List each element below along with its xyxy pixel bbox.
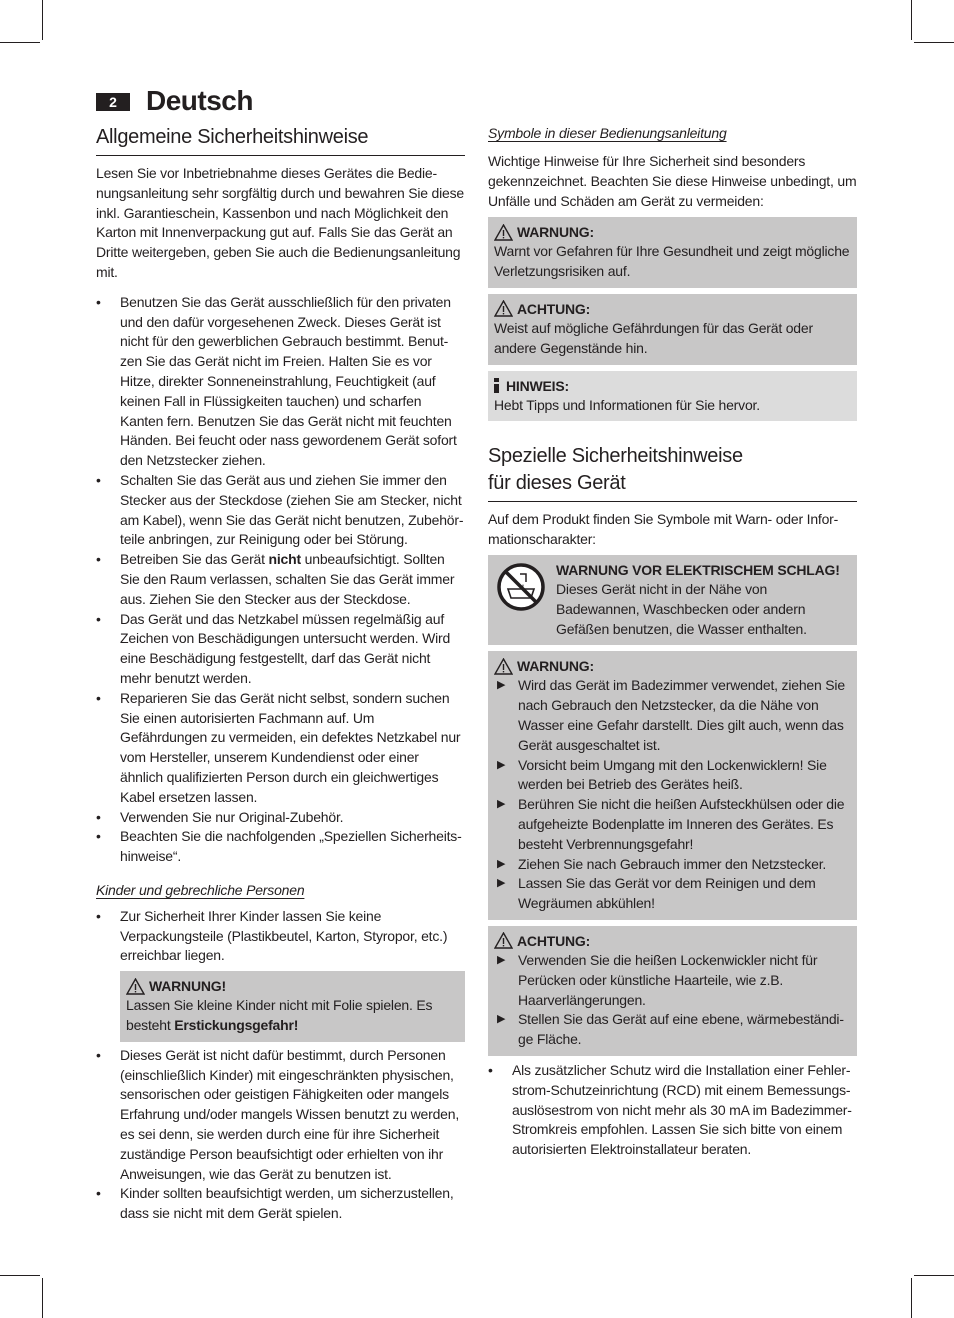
list-item: • Schalten Sie das Gerät aus und ziehen Sie immer den Stecker aus der Steckdose (ziehen Sie am Stecker, nicht am Kabel), wenn Sie das Gerät nicht benutzen, Zubehörteile anbringen, zur Reinigung oder bei Störung. [96,471,465,550]
symbols-subheading: Symbole in dieser Bedienungsanleitung [488,125,727,141]
box-title [494,222,851,242]
box-title-text: ACHTUNG: [517,300,591,317]
crop-mark [0,42,40,43]
list-item [96,550,465,609]
heading-line: für dieses Gerät [488,472,626,495]
kids-list-2 [96,1046,465,1224]
right-column [488,124,857,1160]
crop-mark [911,0,912,40]
box-text-part: Lassen Sie kleine Kinder nicht mit Folie spielen. Es besteht [126,997,433,1034]
warning-triangle-icon [494,224,513,241]
crop-mark [42,1278,43,1318]
list-item: ▶ Ziehen Sie nach Gebrauch immer den Netzstecker. [488,855,851,875]
emphasis: nicht [268,551,301,568]
emphasis: Erstickungsgefahr! [174,1017,299,1034]
box-text: Hebt Tipps und Informationen für Sie hervor. [494,396,760,413]
box-title [126,976,459,996]
rcd-list [488,1061,857,1160]
crop-mark [0,1275,40,1276]
warning-triangle-icon [494,300,513,317]
box-title: WARNUNG VOR ELEKTRISCHEM SCHLAG! [556,561,840,578]
box-text [126,996,459,1036]
left-column [96,124,465,1224]
list-item: ▶ Berühren Sie nicht die heißen Aufsteckhülsen oder die aufgeheizte Bodenplatte im Inneren des Gerätes. Es besteht Verbrennungsgefahr! [488,795,851,854]
warning-box-2 [488,651,857,920]
list-item: ▶ Lassen Sie das Gerät vor dem Reinigen und dem Wegräumen abkühlen! [488,874,851,914]
caution-symbol-box [488,294,857,365]
box-title-text: WARNUNG: [517,224,594,241]
crop-mark [914,42,954,43]
special-intro: Auf dem Produkt finden Sie Symbole mit Warn- oder Informationscharakter: [488,511,839,548]
warning-triangle-icon [126,978,145,995]
page-number: 2 [96,93,130,111]
box-text: Dieses Gerät nicht in der Nähe von Badewannen, Waschbecken oder andern Gefäßen benutzen, die Wasser enthalten. [556,580,807,637]
list-item: ▶ Vorsicht beim Umgang mit den Lockenwicklern! Sie werden bei Betrieb des Gerätes heiß. [488,756,851,796]
heading-line: Spezielle Sicherheitshinweise [488,445,743,468]
kids-list [96,907,465,966]
symbols-intro: Wichtige Hinweise für Ihre Sicherheit sind besonders gekennzeichnet. Beachten Sie diese Hinweise unbedingt, um Unfälle und Schäden am Gerät zu vermeiden: [488,153,857,209]
caution-list [488,951,851,1050]
crop-mark [914,1275,954,1276]
list-item: ▶ Stellen Sie das Gerät auf eine ebene, wärmebeständige Fläche. [488,1010,851,1050]
list-item: • Beachten Sie die nachfolgenden „Speziellen Sicherheitshinweise“. [96,827,465,867]
warning-symbol-box [488,217,857,288]
box-title [494,376,851,396]
info-icon [494,378,499,393]
box-title [494,656,851,676]
shock-text-block [556,560,851,639]
box-title-text: HINWEIS: [506,377,569,394]
caution-box-2 [488,926,857,1056]
box-title-text: WARNUNG! [149,978,226,995]
list-item: ▶ Verwenden Sie die heißen Lockenwickler nicht für Perücken oder künstliche Haarteile, wie z.B. Haarverlängerungen. [488,951,851,1010]
shock-content [494,560,851,639]
list-item: • Das Gerät und das Netzkabel müssen regelmäßig auf Zeichen von Beschädigungen untersucht werden. Wird eine Beschädigung festgestellt, darf das Gerät nicht mehr benutzt werden. [96,610,465,689]
kids-subheading: Kinder und gebrechliche Personen [96,881,305,898]
list-item: • Dieses Gerät ist nicht dafür bestimmt, durch Personen (einschließlich Kinder) mit eingeschränkten physischen, sensorischen oder geistigen Fähigkeiten oder mangels Erfahrung und/oder mangels Wissen benutzt zu werden, es sei denn, sie werden durch eine für ihre Sicherheit zuständige Person beaufsichtigt oder erhielten von ihr Anweisungen, wie das Gerät zu benutzen ist. [96,1046,465,1185]
box-title-text: ACHTUNG: [517,932,591,949]
no-water-icon [496,562,546,612]
box-title [494,299,851,319]
language-title: Deutsch [146,85,253,116]
box-title [494,931,851,951]
box-text: Weist auf mögliche Gefährdungen für das Gerät oder andere Gegenstände hin. [494,319,813,356]
list-item: • Verwenden Sie nur Original-Zubehör. [96,808,465,828]
list-item: • Benutzen Sie das Gerät ausschließlich für den privaten und den dafür vorgesehenen Zweck. Dieses Gerät ist nicht für den gewerblichen Gebrauch bestimmt. Benutzen Sie das Gerät nicht im Freien. Halten Sie es vor Hitze, direkter Sonneneinstrahlung, Feuchtigkeit (auf keinen Fall in Flüssigkeiten tauchen) und scharfen Kanten fern. Benutzen Sie das Gerät nicht mit feuchten Händen. Bei feucht oder nass gewordenem Gerät sofort den Netzstecker ziehen. [96,293,465,471]
list-item: • Zur Sicherheit Ihrer Kinder lassen Sie keine Verpackungsteile (Plastikbeutel, Karton, Styropor, etc.) erreichbar liegen. [96,907,465,966]
crop-mark [911,1278,912,1318]
section-heading-special [488,443,857,502]
list-item: • Als zusätzlicher Schutz wird die Installation einer Fehlerstrom-Schutzeinrichtung (RCD) mit einem Bemessungsauslösestrom von nicht mehr als 30 mA im Badezimmer-Stromkreis empfohlen. Lassen Sie sich bitte von einem autorisierten Elektroinstallateur beraten. [488,1061,857,1160]
intro-paragraph: Lesen Sie vor Inbetriebnahme dieses Gerätes die Bedienungsanleitung sehr sorgfältig durch und bewahren Sie diese inkl. Garantieschein, Kassenbon und nach Möglichkeit den Karton mit Innenverpackung gut auf. Falls Sie das Gerät an Dritte weitergeben, geben Sie auch die Bedienungsanleitung mit. [96,165,465,280]
warning-triangle-icon [494,658,513,675]
note-symbol-box [488,371,857,422]
electric-shock-box [488,555,857,645]
list-item-text: Betreiben Sie das Gerät [120,551,269,568]
warning-triangle-icon [494,932,513,949]
box-text: Warnt vor Gefahren für Ihre Gesundheit und zeigt mögliche Verletzungsrisiken auf. [494,243,850,280]
list-item: ▶ Wird das Gerät im Badezimmer verwendet, ziehen Sie nach Gebrauch den Netzstecker, da die Nähe von Wasser eine Gefahr darstellt. Dies gilt auch, wenn das Gerät ausgeschaltet ist. [488,676,851,755]
list-item: • Kinder sollten beaufsichtigt werden, um sicherzustellen, dass sie nicht mit dem Gerät spielen. [96,1184,465,1224]
section-heading-general: Allgemeine Sicherheitshinweise [96,124,465,156]
kids-warning-box [120,971,465,1042]
box-title-text: WARNUNG: [517,658,594,675]
crop-mark [42,0,43,40]
list-item-text: unbeaufsichtigt. Sollten Sie den Raum verlassen, schalten Sie das Gerät immer aus. Ziehen Sie den Stecker aus der Steckdose. [120,551,455,607]
general-safety-list [96,293,465,867]
warning-list [488,676,851,914]
list-item: • Reparieren Sie das Gerät nicht selbst, sondern suchen Sie einen autorisierten Fachmann auf. Um Gefährdungen zu vermeiden, ein defektes Netzkabel nur vom Hersteller, unserem Kundendienst oder einer ähnlich qualifizierten Person durch ein gleichwertiges Kabel ersetzen lassen. [96,689,465,808]
